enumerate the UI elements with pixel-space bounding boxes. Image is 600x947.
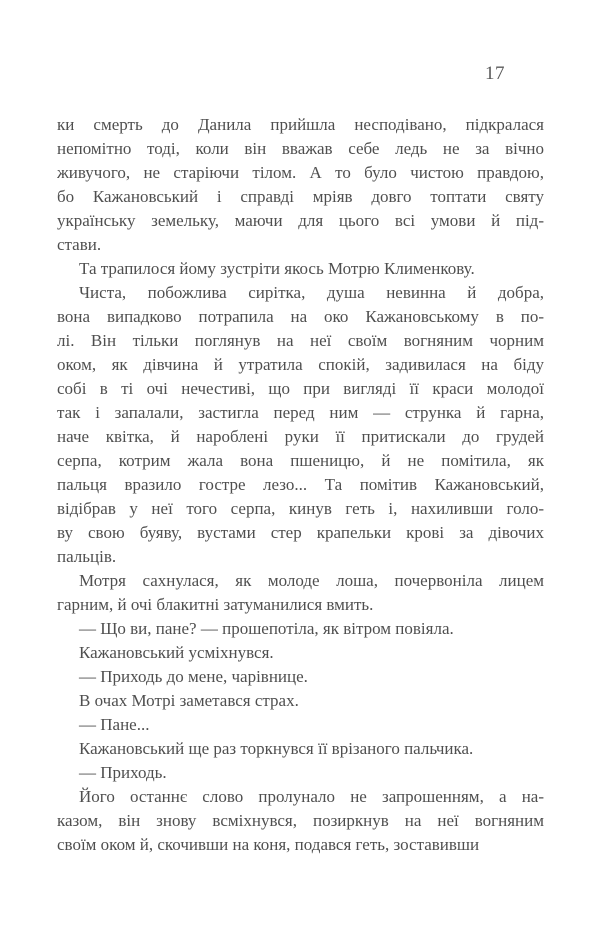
text-line: ки смерть до Данила прийшла несподівано, підкралася: [57, 115, 544, 134]
text-line: казом, він знову всміхнувся, позиркнув на неї вогняним: [57, 811, 544, 830]
text-line: відібрав у неї того серпа, кинув геть і, нахиливши голо-: [57, 499, 544, 518]
paragraph: [57, 257, 544, 281]
text-line: ву свою буяву, вустами стер крапельки крові за дівочих: [57, 523, 544, 542]
text-line: пальців.: [57, 547, 117, 566]
paragraph: [57, 689, 544, 713]
text-line: своїм оком й, скочивши на коня, подався геть, зоставивши: [57, 835, 480, 854]
paragraph: [57, 569, 544, 617]
text-line: — Пане...: [79, 715, 150, 734]
text-line: В очах Мотрі заметався страх.: [79, 691, 299, 710]
text-line: серпа, котрим жала вона пшеницю, й не помітила, як: [57, 451, 544, 470]
text-line: бо Кажановський і справді мріяв довго топтати святу: [57, 187, 544, 206]
text-line: наче квітка, й нароблені руки її притискали до грудей: [57, 427, 544, 446]
text-line: так і запалали, застигла перед ним — струнка й гарна,: [57, 403, 544, 422]
text-line: Кажановський ще раз торкнувся її врізаного пальчика.: [79, 739, 474, 758]
paragraph: [57, 665, 544, 689]
paragraph: [57, 761, 544, 785]
text-line: — Приходь до мене, чарівнице.: [79, 667, 308, 686]
paragraph: [57, 641, 544, 665]
text-line: живучого, не старіючи тілом. А то було чистою правдою,: [57, 163, 544, 182]
text-line: Та трапилося йому зустріти якось Мотрю Клименкову.: [79, 259, 475, 278]
text-line: вона випадково потрапила на око Кажановському в по-: [57, 307, 544, 326]
body-text-block: [57, 113, 544, 857]
paragraph: [57, 713, 544, 737]
page-number: 17: [485, 63, 505, 84]
text-line: — Приходь.: [79, 763, 167, 782]
text-line: Чиста, побожлива сирітка, душа невинна й добра,: [79, 283, 544, 302]
paragraph: [57, 113, 544, 257]
text-line: непомітно тоді, коли він вважав себе ледь не за вічно: [57, 139, 544, 158]
text-line: собі в ті очі нечестиві, що при вигляді її краси молодої: [57, 379, 544, 398]
text-line: пальця вразило гостре лезо... Та помітив Кажановський,: [57, 475, 544, 494]
text-line: Мотря сахнулася, як молоде лоша, почервоніла лицем: [79, 571, 544, 590]
text-line: українську земельку, маючи для цього всі умови й під-: [57, 211, 544, 230]
text-line: стави.: [57, 235, 102, 254]
paragraph: [57, 617, 544, 641]
paragraph: [57, 737, 544, 761]
text-line: оком, як дівчина й утратила спокій, задивилася на біду: [57, 355, 544, 374]
text-line: Кажановський усміхнувся.: [79, 643, 274, 662]
paragraph: [57, 281, 544, 569]
paragraph: [57, 785, 544, 857]
text-line: Його останнє слово пролунало не запрошенням, а на-: [79, 787, 544, 806]
text-line: гарним, й очі блакитні затуманилися вмить.: [57, 595, 374, 614]
text-line: — Що ви, пане? — прошепотіла, як вітром повіяла.: [79, 619, 454, 638]
text-line: лі. Він тільки поглянув на неї своїм вогняним чорним: [57, 331, 544, 350]
